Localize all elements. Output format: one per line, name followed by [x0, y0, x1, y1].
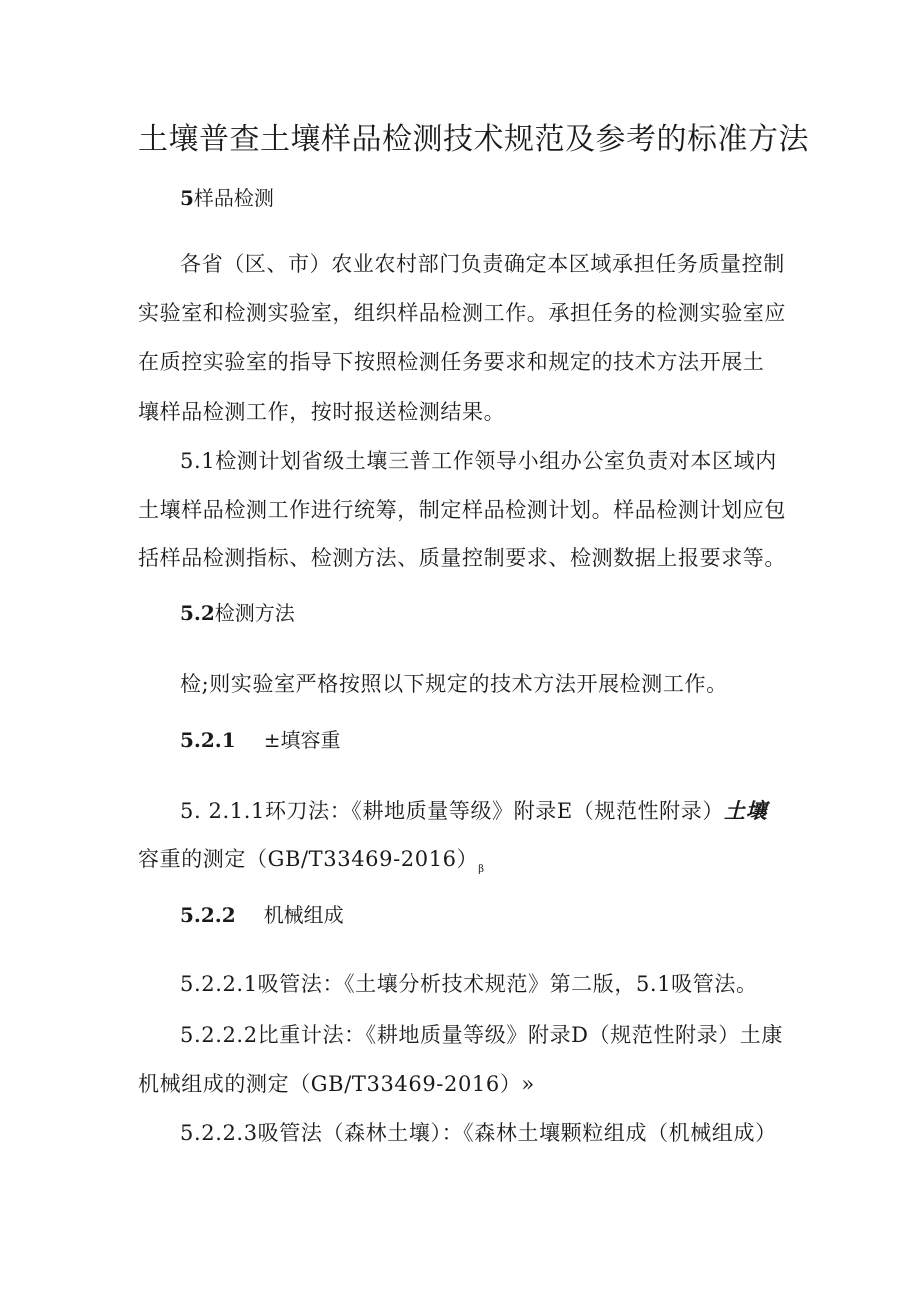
paragraph-line: 在质控实验室的指导下按照检测任务要求和规定的技术方法开展土 [138, 350, 765, 374]
paragraph-line: 5.2.2.2比重计法：《耕地质量等级》附录D（规范性附录）土康 [180, 1023, 784, 1047]
section-heading-5-2-2 [180, 899, 344, 928]
paragraph-line: 5.2.2.3吸管法（森林土壤）：《森林土壤颗粒组成（机械组成） [180, 1121, 777, 1145]
paragraph-line: 5.2.2.1吸管法：《土壤分析技术规范》第二版，5.1吸管法。 [180, 972, 758, 996]
paragraph-line [180, 795, 767, 825]
paragraph-line: 5.1检测计划省级土壤三普工作领导小组办公室负责对本区域内 [180, 449, 777, 473]
section-number: 5 [180, 186, 194, 210]
section-heading-5-2 [180, 597, 295, 626]
subscript-mark: β [478, 864, 485, 875]
section-number: 5.2.1 [180, 728, 236, 752]
paragraph-text: 容重的测定（GB/T33469-2016） [138, 847, 479, 871]
paragraph-line: 括样品检测指标、检测方法、质量控制要求、检测数据上报要求等。 [138, 546, 786, 570]
paragraph-line: 检;则实验室严格按照以下规定的技术方法开展检测工作。 [180, 672, 728, 696]
section-title: 检测方法 [214, 601, 295, 625]
paragraph-text: 5. 2.1.1环刀法：《耕地质量等级》附录E（规范性附录） [180, 799, 724, 823]
section-number: 5.2.2 [180, 903, 236, 927]
section-title: 样品检测 [193, 186, 274, 210]
paragraph-line: 实验室和检测实验室，组织样品检测工作。承担任务的检测实验室应 [138, 301, 786, 325]
section-title: ±填容重 [263, 728, 341, 752]
section-heading-5 [180, 182, 274, 211]
paragraph-line: 壤样品检测工作，按时报送检测结果。 [138, 400, 506, 424]
paragraph-line [138, 843, 485, 875]
italic-text: 土壤 [723, 798, 768, 823]
section-number: 5.2 [180, 601, 215, 625]
paragraph-line: 机械组成的测定（GB/T33469-2016）» [138, 1072, 535, 1096]
paragraph-line: 各省（区、市）农业农村部门负责确定本区域承担任务质量控制 [180, 252, 785, 276]
section-heading-5-2-1 [180, 724, 340, 753]
section-title: 机械组成 [263, 903, 344, 927]
document-title: 土壤普查土壤样品检测技术规范及参考的标准方法 [138, 122, 809, 157]
paragraph-line: 土壤样品检测工作进行统筹，制定样品检测计划。样品检测计划应包 [138, 498, 786, 522]
